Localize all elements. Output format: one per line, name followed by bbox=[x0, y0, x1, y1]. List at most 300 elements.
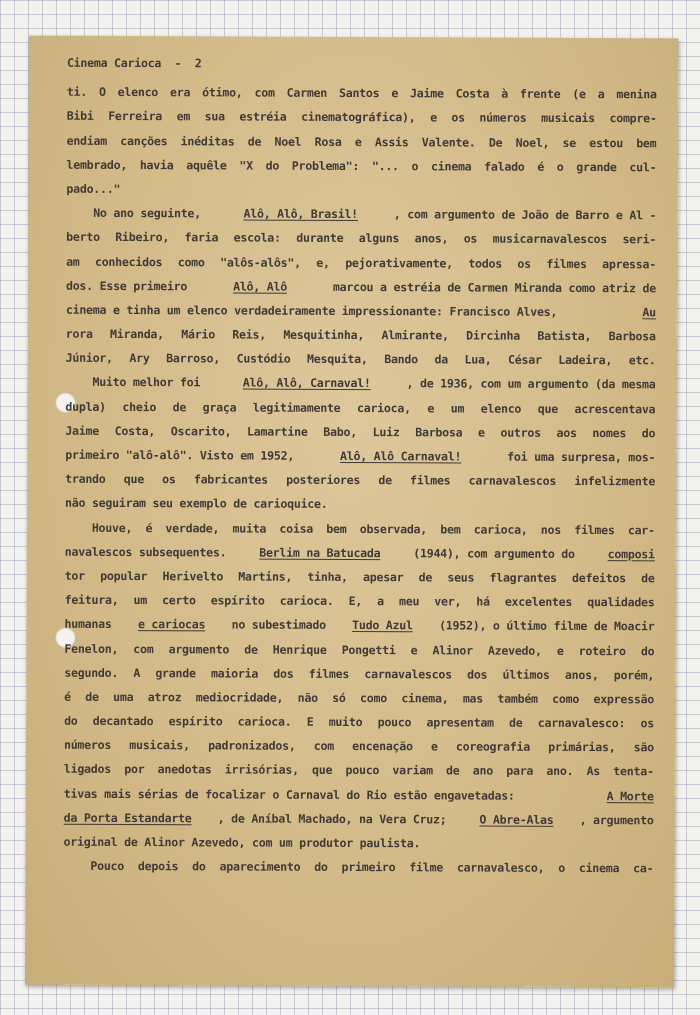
word: Santos bbox=[338, 86, 380, 101]
word: encenação bbox=[352, 739, 413, 754]
word: Mesquita, bbox=[307, 352, 368, 367]
underlined-title: Alô, Alô, Carnaval! bbox=[242, 375, 371, 391]
word: menina bbox=[616, 87, 657, 102]
word: roteiro bbox=[578, 643, 626, 658]
text-line bbox=[64, 806, 654, 833]
text-segment: humanas bbox=[64, 617, 119, 632]
word: musicarnavalescos bbox=[492, 231, 608, 247]
word: a bbox=[597, 87, 605, 102]
text-segment: cinema e tinha um elenco verdadeiramente impressionante: Francisco Alves, bbox=[65, 302, 564, 319]
word: Lua, bbox=[464, 352, 492, 367]
word: ver, bbox=[434, 594, 462, 609]
word: infelizmente bbox=[574, 474, 656, 489]
word: etc. bbox=[628, 353, 656, 368]
text-line bbox=[66, 249, 656, 276]
word: dos bbox=[467, 667, 488, 682]
word: cinematográfica), bbox=[301, 110, 416, 125]
word: e bbox=[478, 425, 485, 440]
text-segment: , de Aníbal Machado, na Vera Cruz; bbox=[217, 811, 454, 827]
word: durante bbox=[296, 231, 344, 246]
word: tinha, bbox=[307, 569, 348, 584]
word: de bbox=[244, 642, 258, 657]
word: é bbox=[145, 520, 153, 535]
word: outros bbox=[500, 425, 541, 440]
word: Mário bbox=[181, 327, 215, 342]
text-segment: dos. Esse primeiro bbox=[65, 278, 194, 293]
text-segment: navalescos subsequentes. bbox=[64, 544, 234, 560]
word: Henrique bbox=[272, 642, 327, 657]
text-segment: primeiro "alô-alô". Visto em 1952, bbox=[65, 447, 301, 463]
word: acrescentava bbox=[574, 401, 656, 416]
text-line bbox=[66, 346, 656, 373]
word: com bbox=[313, 739, 335, 754]
word: do bbox=[640, 643, 655, 658]
word: car- bbox=[627, 522, 655, 537]
word: carnavalescos bbox=[364, 666, 452, 682]
text-segment: original de Alinor Azevedo, com um produtor paulista. bbox=[63, 834, 421, 851]
word: musicais bbox=[541, 111, 595, 126]
word: muito bbox=[328, 714, 363, 730]
word: apressa- bbox=[602, 256, 657, 271]
text-line bbox=[66, 225, 656, 252]
word: carnavalesco, bbox=[456, 860, 545, 876]
text-line bbox=[66, 322, 656, 349]
word: de bbox=[85, 689, 99, 704]
word: padronizados, bbox=[208, 738, 296, 754]
word: Houve, bbox=[64, 520, 133, 535]
text-line bbox=[66, 370, 656, 397]
word: à bbox=[501, 86, 509, 101]
word: dos bbox=[273, 666, 294, 681]
word: últimos bbox=[502, 667, 550, 682]
word: argumento bbox=[168, 641, 230, 656]
underlined-title: Au bbox=[642, 305, 656, 320]
word: só bbox=[332, 690, 346, 705]
word: Barroso, bbox=[166, 351, 221, 366]
text-line bbox=[64, 757, 654, 784]
word: e, bbox=[316, 255, 330, 270]
word: apresentam bbox=[426, 715, 494, 730]
word: Herivelto bbox=[162, 569, 224, 584]
word: nomes bbox=[592, 425, 627, 441]
word: anos, bbox=[564, 667, 599, 682]
word: endiam bbox=[66, 133, 108, 148]
word: primárias, bbox=[548, 740, 616, 755]
word: do bbox=[192, 859, 206, 874]
word: Babo, bbox=[323, 424, 357, 439]
word: carioca, bbox=[473, 522, 528, 537]
word: de bbox=[172, 399, 187, 414]
word: espírito bbox=[210, 593, 265, 608]
word: aos bbox=[556, 425, 577, 440]
word: alguns bbox=[358, 231, 400, 246]
word: Problema": bbox=[291, 158, 360, 173]
word: Assis bbox=[374, 134, 409, 149]
word: decantado bbox=[92, 713, 154, 729]
word: aquêle bbox=[186, 158, 227, 173]
text-line bbox=[65, 564, 655, 591]
word: Pongetti bbox=[341, 642, 396, 657]
word: também bbox=[497, 691, 538, 706]
text-segment: foi uma surpresa, mos- bbox=[500, 449, 656, 465]
word: As bbox=[586, 764, 601, 779]
text-line bbox=[67, 128, 657, 155]
word: números bbox=[479, 110, 527, 126]
text-segment: (1952), o último filme de Moacir bbox=[432, 618, 655, 634]
word: como bbox=[360, 690, 387, 706]
word: de bbox=[446, 763, 460, 778]
page-header: Cinema Carioca - 2 bbox=[66, 55, 202, 71]
word: sua bbox=[204, 109, 225, 124]
word: seri- bbox=[622, 232, 657, 247]
word: havia bbox=[139, 157, 174, 172]
word: Fenelon, bbox=[64, 641, 119, 656]
word: A bbox=[133, 665, 141, 680]
word: que bbox=[537, 401, 558, 416]
word: estou bbox=[589, 135, 623, 150]
word: não bbox=[297, 690, 318, 705]
word: com bbox=[133, 641, 154, 656]
word: os bbox=[162, 472, 176, 487]
word: do bbox=[265, 158, 280, 173]
word: legitimamente bbox=[252, 400, 341, 415]
word: César bbox=[508, 352, 542, 368]
word: Lamartine bbox=[247, 424, 308, 439]
word: filmes bbox=[308, 666, 350, 681]
word: ótimo, bbox=[202, 85, 243, 100]
word: e bbox=[556, 643, 564, 658]
text-line bbox=[66, 177, 656, 204]
underlined-title: Alô, Alô bbox=[233, 279, 287, 294]
word: filmes bbox=[410, 473, 451, 488]
word: Valente. bbox=[421, 134, 476, 150]
word: depois bbox=[137, 859, 179, 874]
word: e bbox=[354, 134, 362, 149]
word: tenta- bbox=[613, 764, 654, 779]
word: Azevedo, bbox=[487, 643, 542, 658]
text-line bbox=[66, 273, 656, 300]
word: pouco bbox=[377, 715, 412, 730]
word: é bbox=[537, 159, 545, 174]
word: e bbox=[430, 110, 437, 125]
word: compre- bbox=[609, 111, 657, 126]
word: há bbox=[476, 594, 490, 609]
text-segment: no subestimado bbox=[224, 617, 333, 633]
word: com bbox=[254, 85, 275, 100]
text-line bbox=[65, 515, 655, 542]
word: graça bbox=[202, 399, 237, 415]
word: Oscarito, bbox=[170, 424, 232, 439]
text-segment: não seguiram seu exemplo de carioquice. bbox=[65, 496, 328, 512]
word: observada, bbox=[359, 521, 428, 536]
word: o bbox=[556, 159, 564, 174]
word: os bbox=[463, 231, 478, 246]
text-segment: pado..." bbox=[66, 181, 121, 196]
text-segment: , de 1936, com um argumento (da mesma bbox=[406, 376, 656, 392]
word: para bbox=[506, 764, 534, 779]
word: Mesquitinha, bbox=[283, 327, 365, 343]
word: berto bbox=[66, 230, 100, 245]
underlined-title: Alô, Alô, Brasil! bbox=[243, 206, 358, 222]
word: grande bbox=[155, 665, 196, 681]
word: bem bbox=[326, 521, 347, 536]
word: os bbox=[640, 716, 654, 731]
underlined-title: e cariocas bbox=[137, 617, 206, 632]
word: maioria bbox=[210, 666, 259, 681]
text-line bbox=[66, 153, 656, 180]
word: lembrado, bbox=[66, 157, 128, 172]
word: segundo. bbox=[64, 665, 119, 680]
word: como bbox=[177, 254, 205, 269]
word: (e bbox=[572, 87, 586, 102]
word: bem bbox=[636, 135, 657, 150]
word: atroz bbox=[147, 689, 182, 705]
text-line bbox=[65, 467, 655, 494]
word: Miranda, bbox=[110, 327, 164, 342]
word: Custódio bbox=[236, 351, 291, 366]
text-line bbox=[64, 709, 654, 736]
underlined-title: A Morte bbox=[606, 788, 654, 803]
word: do bbox=[64, 713, 78, 728]
underlined-title: O Abre-Alas bbox=[479, 812, 554, 827]
text-segment: Muito melhor foi bbox=[65, 375, 207, 390]
word: do bbox=[314, 860, 328, 875]
text-line bbox=[64, 733, 654, 760]
underlined-title: Berlim na Batucada bbox=[259, 545, 381, 560]
word: Alinor bbox=[432, 642, 473, 658]
word: estréia bbox=[239, 109, 287, 125]
text-segment: No ano seguinte, bbox=[66, 205, 208, 221]
word: excelentes bbox=[504, 594, 573, 610]
word: pouco bbox=[345, 763, 380, 778]
word: am bbox=[66, 254, 80, 269]
word: Barbosa bbox=[415, 425, 463, 440]
word: cinema bbox=[431, 159, 472, 174]
word: Ladeira, bbox=[558, 353, 613, 368]
word: anedotas bbox=[157, 762, 212, 777]
word: Ribeiro, bbox=[115, 230, 170, 245]
typewritten-page bbox=[25, 36, 678, 988]
text-segment: , argumento bbox=[579, 812, 654, 828]
word: qualidades bbox=[587, 595, 655, 610]
text-line bbox=[65, 588, 655, 615]
word: ca- bbox=[633, 861, 654, 876]
typed-text-block bbox=[63, 51, 657, 881]
word: trando bbox=[65, 471, 106, 487]
word: nos bbox=[540, 522, 562, 537]
text-line bbox=[66, 298, 656, 325]
word: coisa bbox=[279, 521, 314, 536]
word: o bbox=[411, 159, 419, 174]
text-line bbox=[64, 660, 654, 687]
word: e bbox=[427, 400, 435, 415]
word: Rosa bbox=[314, 134, 342, 149]
word: se bbox=[562, 135, 577, 150]
word: Barbosa bbox=[608, 329, 656, 344]
word: feitura, bbox=[64, 592, 119, 608]
word: O bbox=[98, 85, 106, 100]
word: certo bbox=[162, 593, 196, 608]
text-line bbox=[64, 830, 654, 857]
word: E bbox=[306, 714, 314, 729]
word: em bbox=[176, 109, 191, 124]
word: apesar bbox=[362, 569, 404, 585]
word: filmes bbox=[546, 256, 587, 271]
word: ano bbox=[472, 763, 494, 779]
word: conhecidos bbox=[94, 254, 163, 269]
word: os bbox=[451, 110, 465, 125]
word: Luiz bbox=[372, 424, 400, 440]
word: flagrantes bbox=[489, 570, 557, 585]
text-line bbox=[65, 394, 655, 421]
word: primeiro bbox=[341, 860, 396, 875]
word: falado bbox=[484, 159, 525, 174]
word: Costa bbox=[455, 86, 490, 101]
word: mas bbox=[462, 691, 484, 706]
word: um bbox=[133, 593, 148, 608]
word: carioca, bbox=[356, 400, 411, 415]
word: coreografia bbox=[455, 739, 530, 755]
text-line bbox=[64, 612, 654, 639]
word: popular bbox=[100, 568, 148, 584]
word: rora bbox=[65, 326, 93, 341]
word: E, bbox=[348, 594, 363, 609]
underlined-title: composi bbox=[607, 546, 655, 562]
word: Bibi bbox=[66, 109, 94, 124]
word: ano. bbox=[546, 764, 574, 779]
word: o bbox=[558, 861, 566, 876]
word: fabricantes bbox=[193, 472, 268, 487]
word: pejorativamente, bbox=[345, 255, 453, 270]
text-line bbox=[66, 201, 656, 228]
word: porém, bbox=[613, 667, 655, 683]
word: Noel, bbox=[515, 135, 550, 150]
word: carioca. bbox=[279, 593, 334, 609]
word: Ferreira bbox=[108, 109, 163, 124]
word: da bbox=[434, 352, 448, 367]
word: do bbox=[641, 426, 656, 441]
word: filme bbox=[409, 860, 443, 875]
word: inéditas bbox=[180, 133, 235, 149]
word: e bbox=[391, 86, 399, 101]
word: variam bbox=[392, 763, 433, 778]
word: faria bbox=[184, 230, 219, 245]
word: bem bbox=[440, 521, 461, 537]
word: escola: bbox=[233, 230, 281, 246]
word: Almirante, bbox=[381, 328, 449, 343]
word: um bbox=[450, 401, 465, 416]
word: musicais, bbox=[129, 738, 190, 753]
text-line bbox=[63, 854, 653, 881]
word: Jaime bbox=[410, 86, 444, 101]
word: Reis, bbox=[232, 327, 267, 342]
underlined-title: da Porta Estandarte bbox=[63, 810, 192, 826]
word: verdade, bbox=[165, 520, 220, 535]
word: elenco bbox=[480, 401, 522, 416]
word: Batista, bbox=[537, 328, 592, 344]
word: cinema, bbox=[401, 691, 449, 706]
text-line bbox=[64, 781, 654, 808]
word: elenco bbox=[117, 85, 159, 100]
word: carnavalescos bbox=[468, 473, 557, 489]
word: tor bbox=[64, 568, 85, 583]
text-segment: marcou a estréia de Carmen Miranda como atriz de bbox=[326, 279, 657, 296]
word: carnavalesco: bbox=[537, 715, 626, 731]
word: expressão bbox=[593, 691, 655, 707]
body-lines bbox=[63, 80, 656, 881]
word: muita bbox=[232, 521, 267, 536]
text-segment: tivas mais sérias de focalizar o Carnaval do Rio estão engavetadas: bbox=[63, 786, 522, 803]
word: meu bbox=[398, 594, 420, 609]
word: Dircinha bbox=[466, 328, 521, 343]
text-line bbox=[65, 491, 655, 518]
word: anos, bbox=[414, 231, 449, 246]
word: a bbox=[377, 594, 384, 609]
word: os bbox=[517, 256, 531, 271]
word: era bbox=[169, 85, 191, 100]
word: e bbox=[410, 642, 418, 657]
word: defeitos bbox=[572, 570, 626, 586]
word: Costa, bbox=[114, 423, 156, 438]
word: "alôs-alôs", bbox=[220, 254, 301, 270]
word: Martins, bbox=[238, 569, 293, 584]
word: de bbox=[418, 570, 433, 585]
text-segment: (1944), com argumento do bbox=[406, 545, 582, 561]
word: são bbox=[633, 740, 654, 755]
word: todos bbox=[468, 256, 503, 271]
word: posteriores bbox=[286, 472, 361, 488]
word: Bando bbox=[384, 352, 418, 367]
word: Noel bbox=[274, 134, 302, 149]
word: e bbox=[430, 739, 438, 754]
text-line bbox=[65, 539, 655, 566]
word: que bbox=[123, 472, 144, 487]
word: carioca. bbox=[237, 714, 292, 729]
text-line bbox=[67, 80, 657, 107]
word: de bbox=[378, 473, 392, 488]
word: grande bbox=[576, 159, 617, 174]
text-line bbox=[67, 104, 657, 131]
word: cheio bbox=[122, 399, 157, 414]
text-segment: , com argumento de João de Barro e Al - bbox=[393, 207, 657, 223]
underlined-title: Tudo Azul bbox=[352, 618, 413, 633]
word: Júnior, bbox=[65, 351, 113, 366]
word: como bbox=[552, 691, 580, 706]
word: Jaime bbox=[65, 423, 100, 438]
word: cul- bbox=[629, 159, 657, 175]
word: ti. bbox=[66, 84, 88, 100]
text-line bbox=[64, 636, 654, 663]
word: por bbox=[124, 762, 145, 777]
word: frente bbox=[519, 86, 561, 102]
word: irrisórias, bbox=[224, 762, 299, 778]
word: De bbox=[488, 135, 503, 150]
word: números bbox=[63, 737, 112, 753]
word: cinema bbox=[578, 861, 620, 876]
word: dupla) bbox=[65, 399, 106, 414]
word: ligados bbox=[63, 762, 112, 777]
word: que bbox=[312, 763, 333, 778]
word: Pouco bbox=[63, 858, 125, 874]
word: "X bbox=[239, 158, 253, 173]
word: canções bbox=[120, 133, 168, 148]
text-line bbox=[64, 685, 654, 712]
word: "... bbox=[371, 158, 399, 173]
word: seus bbox=[447, 570, 475, 585]
word: de bbox=[509, 715, 523, 730]
word: de bbox=[247, 134, 262, 149]
underlined-title: Alô, Alô Carnaval! bbox=[340, 448, 462, 464]
